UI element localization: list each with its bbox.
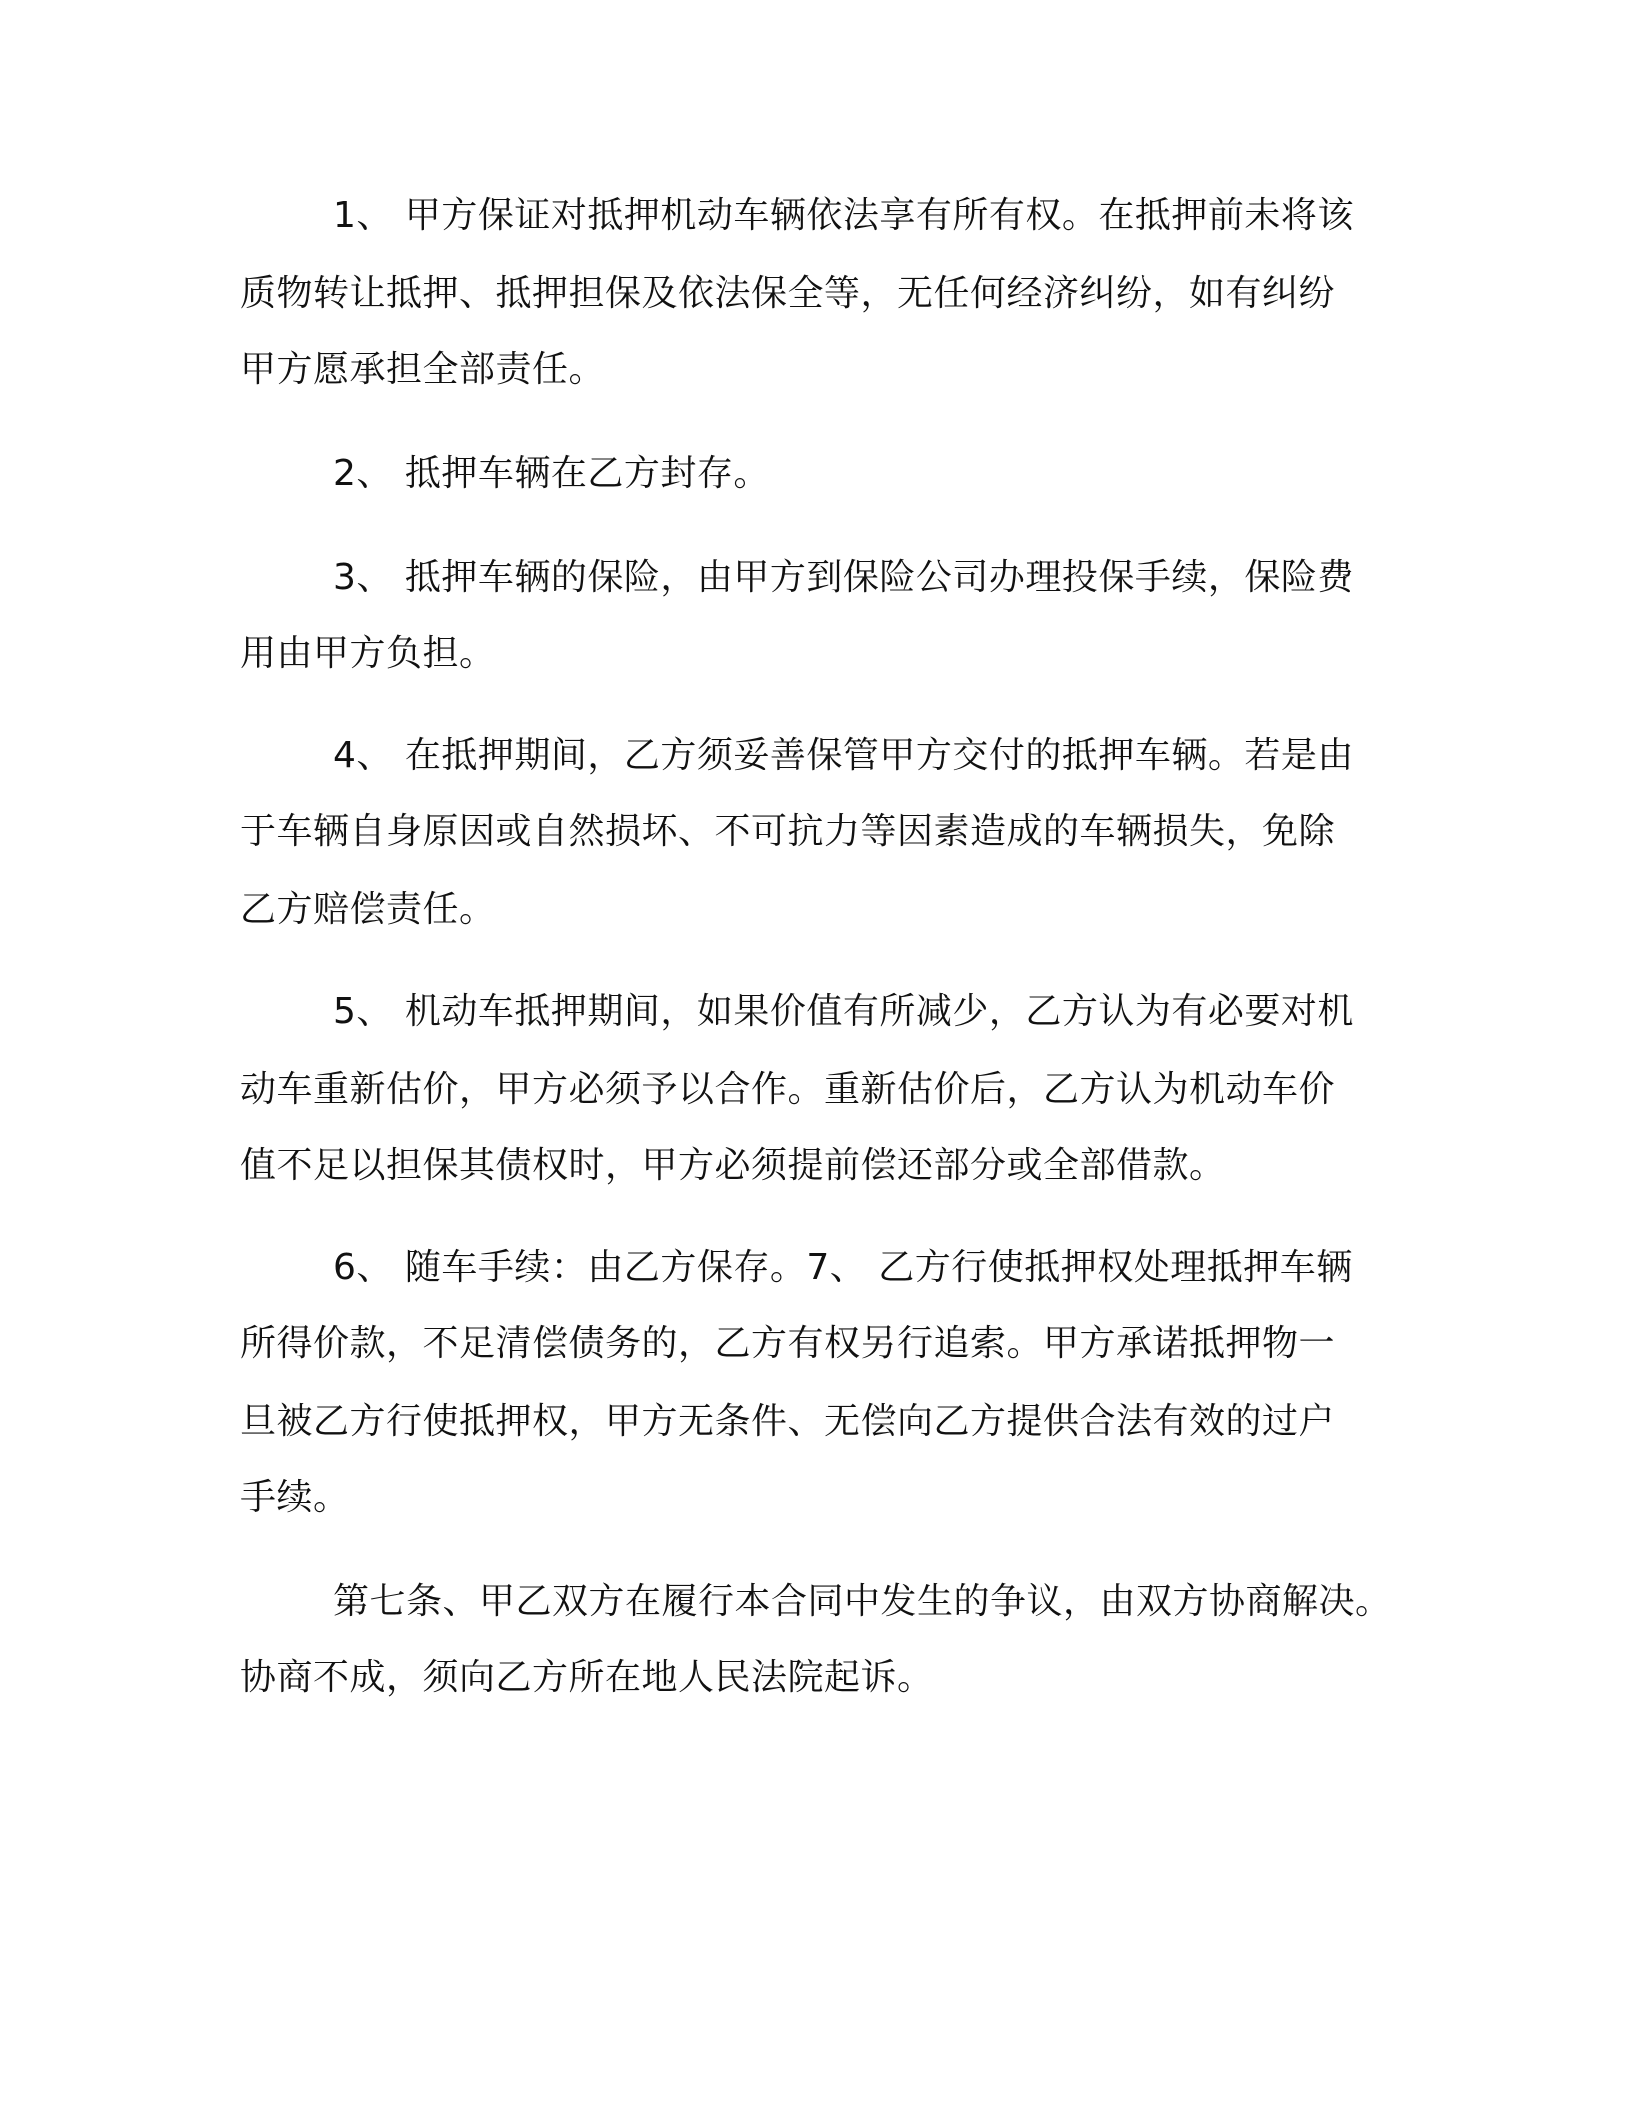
paragraph-6-line-1: 6、 随车手续：由乙方保存。7、 乙方行使抵押权处理抵押车辆: [333, 1247, 1353, 1288]
paragraph-4-line-1: 4、 在抵押期间，乙方须妥善保管甲方交付的抵押车辆。若是由: [333, 735, 1354, 776]
paragraph-1-line-2: 质物转让抵押、抵押担保及依法保全等，无任何经济纠纷，如有纠纷: [240, 273, 1336, 314]
paragraph-4-line-3: 乙方赔偿责任。: [240, 889, 496, 930]
paragraph-5-line-2: 动车重新估价，甲方必须予以合作。重新估价后，乙方认为机动车价: [240, 1069, 1336, 1110]
paragraph-6-line-4: 手续。: [240, 1477, 350, 1518]
paragraph-7-line-2: 协商不成，须向乙方所在地人民法院起诉。: [240, 1657, 934, 1698]
paragraph-3-line-2: 用由甲方负担。: [240, 633, 496, 674]
paragraph-5-line-3: 值不足以担保其债权时，甲方必须提前偿还部分或全部借款。: [240, 1145, 1226, 1186]
paragraph-2-line-1: 2、 抵押车辆在乙方封存。: [333, 453, 770, 494]
paragraph-5-line-1: 5、 机动车抵押期间，如果价值有所减少，乙方认为有必要对机: [333, 991, 1354, 1032]
paragraph-4-line-2: 于车辆自身原因或自然损坏、不可抗力等因素造成的车辆损失，免除: [240, 811, 1336, 852]
paragraph-6-line-2: 所得价款，不足清偿债务的，乙方有权另行追索。甲方承诺抵押物一: [240, 1323, 1336, 1364]
paragraph-6-line-3: 旦被乙方行使抵押权，甲方无条件、无偿向乙方提供合法有效的过户: [240, 1401, 1336, 1442]
paragraph-3-line-1: 3、 抵押车辆的保险，由甲方到保险公司办理投保手续，保险费: [333, 557, 1354, 598]
paragraph-7-line-1: 第七条、甲乙双方在履行本合同中发生的争议，由双方协商解决。: [333, 1581, 1392, 1622]
paragraph-1-line-1: 1、 甲方保证对抵押机动车辆依法享有所有权。在抵押前未将该: [333, 195, 1354, 236]
paragraph-1-line-3: 甲方愿承担全部责任。: [240, 349, 606, 390]
